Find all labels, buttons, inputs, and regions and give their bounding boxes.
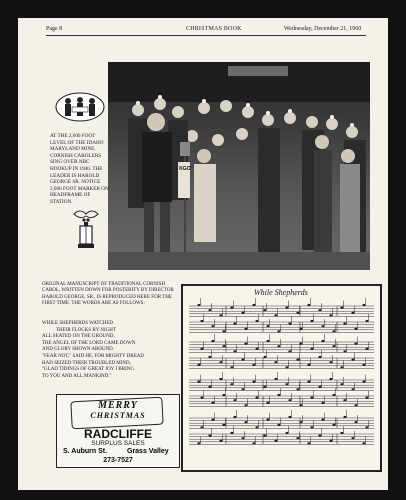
note-head <box>329 378 332 380</box>
ad-business-name: RADCLIFFE <box>84 427 152 441</box>
note-head <box>318 435 321 437</box>
note-head <box>354 343 357 345</box>
note-head <box>222 345 225 347</box>
note-head <box>340 366 343 368</box>
note-head <box>296 388 299 390</box>
note-head <box>208 356 211 358</box>
note-head <box>351 437 354 439</box>
note-head <box>307 304 310 306</box>
note-head <box>307 442 310 444</box>
newspaper-page <box>18 18 388 490</box>
note-head <box>365 348 368 350</box>
note-head <box>299 343 302 345</box>
note-head <box>252 381 255 383</box>
note-head <box>318 386 321 388</box>
note-head <box>252 304 255 306</box>
note-head <box>332 424 335 426</box>
carolers-illustration <box>52 90 108 124</box>
note-head <box>285 432 288 434</box>
note-head <box>285 307 288 309</box>
note-head <box>362 304 365 306</box>
note-head <box>365 426 368 428</box>
photo-caption: AT THE 2,600 FOOT LEVEL OF THE IDAHO MARYLAND MINE, CORNISH CAROLERS SING OVER NBC HOOKUP IN 1940. THE LEADER IS HAROLD GEORGE SR. NOTICE 2,000 FOOT MARKER ON HEADFRAME OF STATION. <box>50 133 109 205</box>
note-head <box>321 419 324 421</box>
note-head <box>299 328 302 330</box>
note-head <box>255 348 258 350</box>
note-head <box>266 419 269 421</box>
music-staves <box>183 286 380 470</box>
note-head <box>343 416 346 418</box>
ad-address: S. Auburn St. <box>63 448 108 455</box>
note-head <box>241 359 244 361</box>
note-head <box>255 320 258 322</box>
note-head <box>233 323 236 325</box>
header-rule <box>46 35 366 36</box>
note-head <box>343 350 346 352</box>
note-head <box>343 399 346 401</box>
note-head <box>296 437 299 439</box>
note-head <box>299 404 302 406</box>
page-number: Page 8 <box>46 26 63 32</box>
note-head <box>252 442 255 444</box>
note-head <box>274 440 277 442</box>
note-head <box>332 330 335 332</box>
note-head <box>244 404 247 406</box>
note-head <box>208 386 211 388</box>
note-head <box>329 361 332 363</box>
note-head <box>230 307 233 309</box>
note-head <box>277 424 280 426</box>
note-head <box>222 330 225 332</box>
kgo-mic-label: KGO <box>179 166 191 172</box>
note-head <box>208 309 211 311</box>
lyric-line: THEIR FLOCKS BY NIGHT <box>56 327 116 333</box>
note-head <box>200 348 203 350</box>
issue-date: Wednesday, December 21, 1960 <box>284 26 362 32</box>
publication-title: CHRISTMAS BOOK <box>186 26 242 32</box>
note-head <box>252 364 255 366</box>
note-head <box>288 323 291 325</box>
note-head <box>340 307 343 309</box>
lyric-line: HAD SEIZED THEIR TROUBLED MIND, <box>42 360 131 366</box>
note-head <box>329 440 332 442</box>
note-head <box>340 432 343 434</box>
note-head <box>354 328 357 330</box>
lyric-line: "FEAR NOT," SAID HE, FOR MIGHTY DREAD <box>42 353 144 359</box>
radcliffe-advertisement <box>56 394 180 468</box>
note-head <box>222 394 225 396</box>
note-head <box>288 416 291 418</box>
note-head <box>362 381 365 383</box>
note-head <box>263 435 266 437</box>
note-head <box>211 325 214 327</box>
note-head <box>362 364 365 366</box>
ad-town: Grass Valley <box>127 448 169 455</box>
note-head <box>263 356 266 358</box>
note-head <box>274 314 277 316</box>
note-head <box>233 399 236 401</box>
sheet-music-manuscript <box>181 284 382 472</box>
note-head <box>307 364 310 366</box>
note-head <box>321 340 324 342</box>
note-head <box>274 378 277 380</box>
note-head <box>310 426 313 428</box>
note-head <box>263 309 266 311</box>
note-head <box>211 340 214 342</box>
note-head <box>277 394 280 396</box>
mine-carolers-photo <box>108 62 370 270</box>
carol-lyrics <box>42 321 182 380</box>
note-head <box>318 309 321 311</box>
lyric-line: AND GLORY SHOWN AROUND. <box>42 347 115 353</box>
note-head <box>233 416 236 418</box>
ad-merry: MERRY <box>98 400 138 411</box>
note-head <box>288 399 291 401</box>
note-head <box>332 394 335 396</box>
note-head <box>197 442 200 444</box>
note-head <box>310 397 313 399</box>
note-head <box>354 404 357 406</box>
note-head <box>200 426 203 428</box>
note-head <box>219 440 222 442</box>
note-head <box>200 320 203 322</box>
photo-scene <box>108 62 370 270</box>
note-head <box>296 312 299 314</box>
note-head <box>255 426 258 428</box>
note-head <box>200 397 203 399</box>
note-head <box>296 359 299 361</box>
note-head <box>365 397 368 399</box>
note-head <box>365 320 368 322</box>
note-head <box>329 314 332 316</box>
note-head <box>219 378 222 380</box>
note-head <box>219 314 222 316</box>
lyric-line: ALL SEATED ON THE GROUND, <box>42 334 115 340</box>
note-head <box>299 421 302 423</box>
note-head <box>310 320 313 322</box>
lantern-illustration <box>70 206 104 252</box>
note-head <box>230 383 233 385</box>
lyric-line: "GLAD TIDINGS OF GREAT JOY I BRING <box>42 367 134 373</box>
note-head <box>285 366 288 368</box>
note-head <box>321 402 324 404</box>
note-head <box>277 345 280 347</box>
note-head <box>211 402 214 404</box>
note-head <box>321 325 324 327</box>
note-head <box>241 437 244 439</box>
note-head <box>343 323 346 325</box>
note-head <box>288 350 291 352</box>
note-head <box>351 312 354 314</box>
lyric-line: THE ANGEL OF THE LORD CAME DOWN <box>42 340 136 346</box>
note-head <box>266 325 269 327</box>
note-head <box>274 361 277 363</box>
note-head <box>230 432 233 434</box>
ad-tagline: SURPLUS SALES <box>91 440 145 447</box>
note-head <box>255 397 258 399</box>
note-head <box>241 312 244 314</box>
note-head <box>244 421 247 423</box>
note-head <box>318 356 321 358</box>
note-head <box>233 350 236 352</box>
note-head <box>219 361 222 363</box>
note-head <box>197 381 200 383</box>
note-head <box>230 366 233 368</box>
note-head <box>266 402 269 404</box>
note-head <box>354 421 357 423</box>
manuscript-intro: ORIGINAL MANUSCRIPT OF TRADITIONAL CORNISH CAROL, WRITTEN DOWN FOR POSTERITY BY DIRECTOR HAROLD GEORGE, SR., IS REPRODUCED HERE FOR THE FIRST TIME. THE WORDS ARE AS FOLLOWS: <box>42 282 174 307</box>
note-head <box>340 383 343 385</box>
lyric-line: WHILE SHEPHERDS WATCHED <box>42 321 114 326</box>
note-head <box>362 442 365 444</box>
note-head <box>310 348 313 350</box>
ad-christmas: CHRISTMAS <box>90 411 146 420</box>
note-head <box>208 435 211 437</box>
note-head <box>244 343 247 345</box>
note-head <box>222 424 225 426</box>
note-head <box>197 304 200 306</box>
note-head <box>277 330 280 332</box>
note-head <box>244 328 247 330</box>
note-head <box>211 419 214 421</box>
note-head <box>241 388 244 390</box>
lyric-line: TO YOU AND ALL MANKIND." <box>42 373 112 379</box>
sheet-music-title: While Shepherds <box>254 288 308 297</box>
note-head <box>263 386 266 388</box>
note-head <box>351 359 354 361</box>
note-head <box>307 381 310 383</box>
ad-phone: 273-7527 <box>103 457 133 464</box>
note-head <box>351 388 354 390</box>
note-head <box>285 383 288 385</box>
note-head <box>197 364 200 366</box>
note-head <box>266 340 269 342</box>
note-head <box>332 345 335 347</box>
